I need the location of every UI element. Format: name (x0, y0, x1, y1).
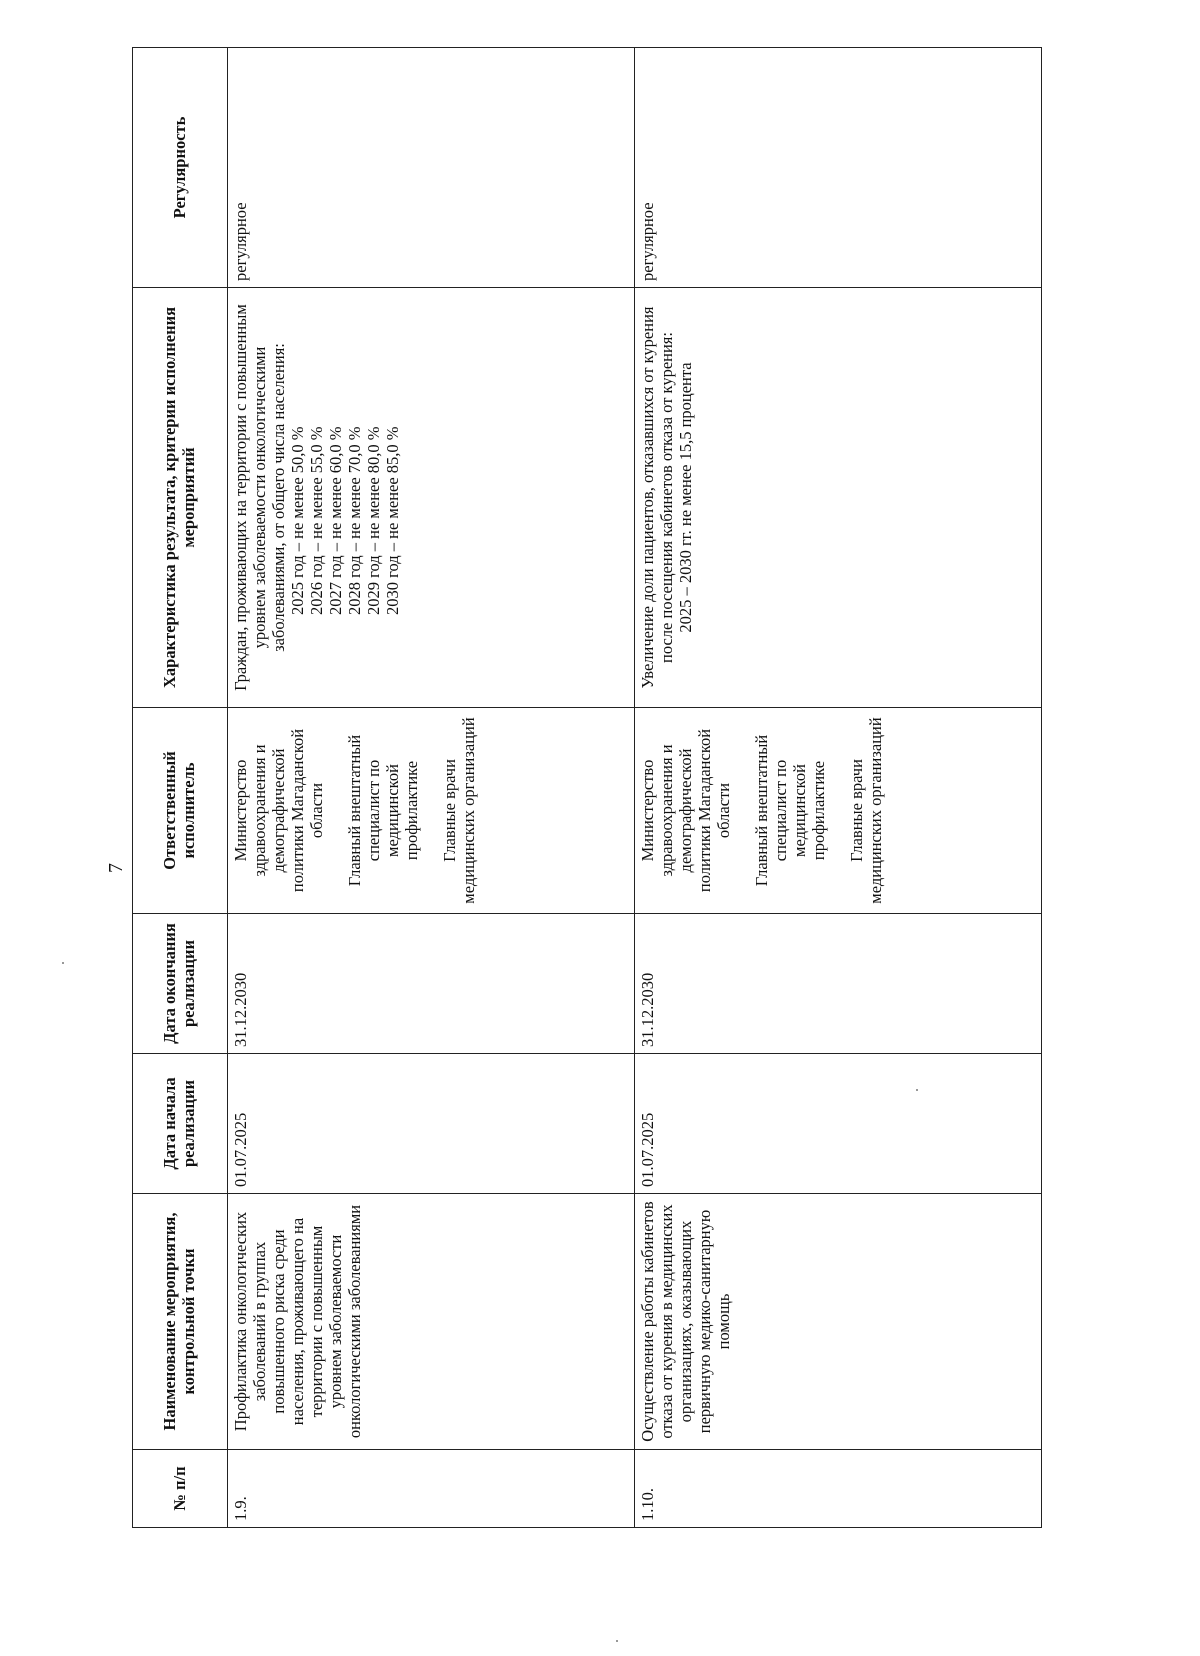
responsible-ministry: Министерство здравоохранения и демографической политики Магаданской области (231, 728, 326, 893)
row-criteria (635, 288, 1042, 708)
responsible-specialist: Главный внештатный специалист по медицинской профилактике (751, 734, 828, 887)
events-table (132, 47, 1042, 1528)
row-event-name: Профилактика онкологических заболеваний в группах повышенного риска среди населения, проживающего на территории с повышенным уровнем заболеваемости онкологическими заболеваниями (228, 1194, 635, 1450)
criteria-line: 2027 год – не менее 60,0 % (325, 426, 345, 615)
row-num: 1.9. (228, 1450, 635, 1528)
row-start-date: 01.07.2025 (228, 1054, 635, 1194)
responsible-specialist: Главный внештатный специалист по медицинской профилактике (344, 734, 421, 887)
criteria-line: 2029 год – не менее 80,0 % (363, 426, 383, 615)
header-name: Наименование мероприятия, контрольной точки (133, 1194, 228, 1450)
criteria-description: Граждан, проживающих на территории с повышенным уровнем заболеваемости онкологическими заболеваниями, от общего числа населения: (231, 304, 288, 691)
row-end-date: 31.12.2030 (228, 914, 635, 1054)
row-criteria (228, 288, 635, 708)
page-number: 7 (105, 863, 127, 873)
header-start: Дата начала реализации (133, 1054, 228, 1194)
header-end: Дата окончания реализации (133, 914, 228, 1054)
criteria-line: 2025 – 2030 гг. не менее 15,5 процента (675, 362, 695, 633)
scan-speck (616, 1640, 618, 1642)
header-regularity: Регулярность (133, 48, 228, 288)
row-event-name: Осуществление работы кабинетов отказа от курения в медицинских организациях, оказывающих первичную медико-санитарную помощь (635, 1194, 1042, 1450)
responsible-chief-doctors: Главные врачи медицинских организаций (439, 717, 478, 904)
row-regularity: регулярное (635, 48, 1042, 288)
row-responsible (228, 708, 635, 914)
responsible-ministry: Министерство здравоохранения и демографической политики Магаданской области (638, 728, 733, 893)
responsible-chief-doctors: Главные врачи медицинских организаций (846, 717, 885, 904)
header-responsible: Ответственный исполнитель (133, 708, 228, 914)
criteria-line: 2028 год – не менее 70,0 % (344, 426, 364, 615)
row-num: 1.10. (635, 1450, 1042, 1528)
table-header-row (133, 48, 228, 1528)
criteria-line: 2025 год – не менее 50,0 % (287, 426, 307, 615)
criteria-list (289, 294, 403, 701)
row-regularity: регулярное (228, 48, 635, 288)
header-num: № п/п (133, 1450, 228, 1528)
header-criteria: Характеристика результата, критерии исполнения мероприятий (133, 288, 228, 708)
row-start-date: 01.07.2025 (635, 1054, 1042, 1194)
scan-speck (62, 962, 64, 964)
criteria-line: 2026 год – не менее 55,0 % (306, 426, 326, 615)
row-responsible (635, 708, 1042, 914)
table-row (228, 48, 635, 1528)
rotated-table-container (132, 48, 1042, 1528)
table-row (635, 48, 1042, 1528)
criteria-line: 2030 год – не менее 85,0 % (382, 426, 402, 615)
criteria-description: Увеличение доли пациентов, отказавшихся от курения после посещения кабинетов отказа от курения: (638, 306, 676, 689)
row-end-date: 31.12.2030 (635, 914, 1042, 1054)
